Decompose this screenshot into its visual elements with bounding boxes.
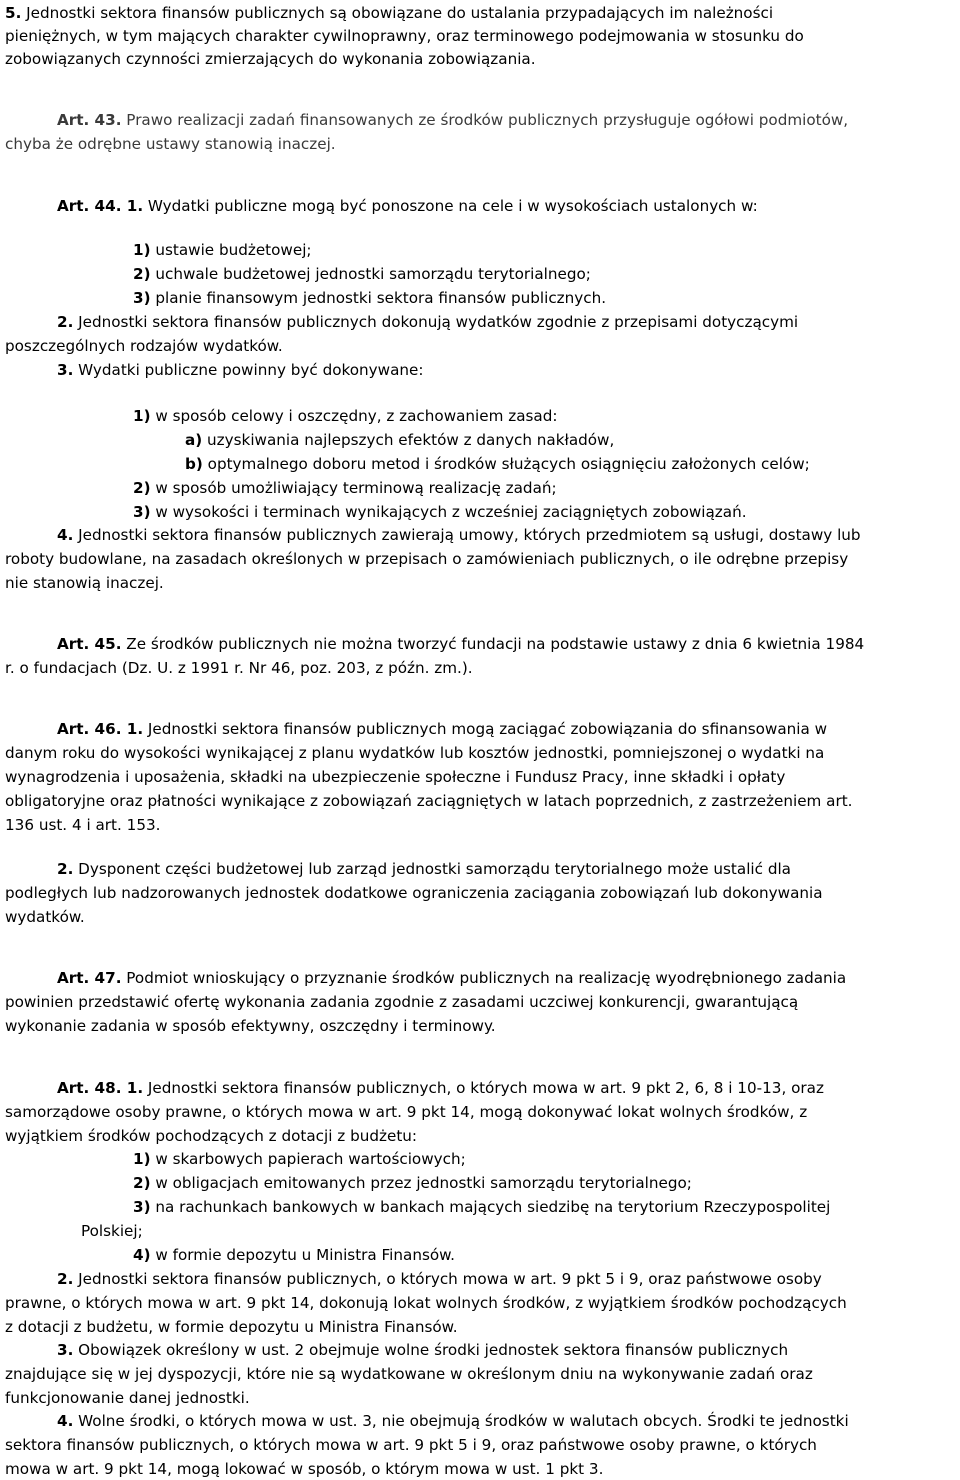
line-text: danym roku do wysokości wynikającej z planu wydatków lub kosztów jednostki, pomniejszonej o wydatki na: [5, 744, 825, 762]
clause-number: 4): [133, 1246, 151, 1264]
text-line: [57, 1268, 822, 1290]
line-text: w formie depozytu u Ministra Finansów.: [150, 1246, 456, 1264]
line-text: w skarbowych papierach wartościowych;: [150, 1150, 466, 1168]
line-text: optymalnego doboru metod i środków służących osiągnięciu założonych celów;: [202, 455, 810, 473]
clause-number: 2.: [57, 313, 74, 331]
text-line: [57, 1410, 849, 1432]
line-text: r. o fundacjach (Dz. U. z 1991 r. Nr 46, poz. 203, z późn. zm.).: [5, 659, 473, 677]
line-text: Ze środków publicznych nie można tworzyć fundacji na podstawie ustawy z dnia 6 kwietnia 1984: [121, 635, 865, 653]
text-line: [5, 906, 85, 928]
text-line: [57, 311, 798, 333]
clause-number: 1): [133, 407, 151, 425]
line-text: mowa w art. 9 pkt 14, mogą lokować w sposób, o którym mowa w ust. 1 pkt 3.: [5, 1460, 604, 1478]
text-line: [5, 48, 536, 70]
clause-number: 2): [133, 479, 151, 497]
text-line: [5, 1316, 458, 1338]
line-text: powinien przedstawić ofertę wykonania zadania zgodnie z zasadami uczciwej konkurencji, gwarantującą: [5, 993, 799, 1011]
text-line: [133, 239, 312, 261]
text-line: [5, 1125, 417, 1147]
line-text: wyjątkiem środków pochodzących z dotacji z budżetu:: [5, 1127, 418, 1145]
text-line: [133, 1244, 455, 1266]
text-line: [5, 25, 804, 47]
line-text: w sposób celowy i oszczędny, z zachowaniem zasad:: [150, 407, 558, 425]
text-line: [57, 524, 861, 546]
line-text: chyba że odrębne ustawy stanowią inaczej.: [5, 135, 336, 153]
line-text: znajdujące się w jej dyspozycji, które nie są wydatkowane w określonym dniu na wykonywanie zadań oraz: [5, 1365, 813, 1383]
line-text: Obowiązek określony w ust. 2 obejmuje wolne środki jednostek sektora finansów publicznych: [73, 1341, 789, 1359]
text-line: [5, 814, 160, 836]
line-text: samorządowe osoby prawne, o których mowa w art. 9 pkt 14, mogą dokonywać lokat wolnych środków, z: [5, 1103, 808, 1121]
text-line: [57, 1339, 788, 1361]
text-line: [5, 882, 823, 904]
line-text: Dysponent części budżetowej lub zarząd jednostki samorządu terytorialnego może ustalić dla: [73, 860, 791, 878]
text-line: [57, 967, 846, 989]
clause-number: Art. 45.: [57, 635, 122, 653]
line-text: zobowiązanych czynności zmierzających do wykonania zobowiązania.: [5, 50, 536, 68]
clause-number: 2): [133, 265, 151, 283]
clause-number: 4.: [57, 1412, 74, 1430]
clause-number: 3.: [57, 361, 74, 379]
line-text: Jednostki sektora finansów publicznych, o których mowa w art. 9 pkt 2, 6, 8 i 10-13, oraz: [143, 1079, 824, 1097]
clause-number: 2.: [57, 1270, 74, 1288]
line-text: Wolne środki, o których mowa w ust. 3, nie obejmują środków w walutach obcych. Środki te jednostki: [73, 1412, 849, 1430]
line-text: Wydatki publiczne mogą być ponoszone na cele i w wysokościach ustalonych w:: [143, 197, 758, 215]
text-line: [5, 1015, 496, 1037]
text-line: [5, 133, 336, 155]
line-text: funkcjonowanie danej jednostki.: [5, 1389, 250, 1407]
line-text: ustawie budżetowej;: [150, 241, 312, 259]
line-text: Polskiej;: [81, 1222, 143, 1240]
text-line: [57, 109, 848, 131]
text-line: [133, 263, 591, 285]
text-line: [5, 1292, 847, 1314]
line-text: uzyskiwania najlepszych efektów z danych nakładów,: [202, 431, 615, 449]
text-line: [5, 742, 824, 764]
line-text: Jednostki sektora finansów publicznych mogą zaciągać zobowiązania do sfinansowania w: [143, 720, 828, 738]
line-text: Jednostki sektora finansów publicznych zawierają umowy, których przedmiotem są usługi, dostawy lub: [73, 526, 861, 544]
clause-number: 2): [133, 1174, 151, 1192]
text-line: [5, 548, 848, 570]
text-line: [133, 1148, 466, 1170]
clause-number: Art. 44. 1.: [57, 197, 144, 215]
line-text: planie finansowym jednostki sektora finansów publicznych.: [150, 289, 607, 307]
clause-number: Art. 47.: [57, 969, 122, 987]
text-line: [5, 991, 798, 1013]
text-line: [5, 1101, 807, 1123]
line-text: w obligacjach emitowanych przez jednostki samorządu terytorialnego;: [150, 1174, 692, 1192]
clause-number: 1): [133, 241, 151, 259]
line-text: w sposób umożliwiający terminową realizację zadań;: [150, 479, 557, 497]
text-line: [57, 858, 791, 880]
clause-number: b): [185, 455, 203, 473]
text-line: [5, 790, 853, 812]
clause-number: 4.: [57, 526, 74, 544]
text-line: [185, 429, 614, 451]
text-line: [5, 766, 785, 788]
line-text: z dotacji z budżetu, w formie depozytu u Ministra Finansów.: [5, 1318, 458, 1336]
line-text: obligatoryjne oraz płatności wynikające z zobowiązań zaciągniętych w latach poprzednich, z zastrzeżeniem art.: [5, 792, 853, 810]
text-line: [133, 501, 747, 523]
line-text: poszczególnych rodzajów wydatków.: [5, 337, 283, 355]
line-text: wykonanie zadania w sposób efektywny, oszczędny i terminowy.: [5, 1017, 496, 1035]
line-text: na rachunkach bankowych w bankach mających siedzibę na terytorium Rzeczypospolitej: [150, 1198, 831, 1216]
text-line: [5, 572, 164, 594]
clause-number: a): [185, 431, 203, 449]
text-line: [5, 657, 473, 679]
line-text: podległych lub nadzorowanych jednostek dodatkowe ograniczenia zaciągania zobowiązań lub dokonywania: [5, 884, 823, 902]
text-line: [57, 359, 423, 381]
line-text: Jednostki sektora finansów publicznych są obowiązane do ustalania przypadających im należności: [21, 4, 774, 22]
text-line: [81, 1220, 143, 1242]
line-text: Prawo realizacji zadań finansowanych ze środków publicznych przysługuje ogółowi podmiotów,: [121, 111, 849, 129]
clause-number: Art. 46. 1.: [57, 720, 144, 738]
line-text: sektora finansów publicznych, o których mowa w art. 9 pkt 5 i 9, oraz państwowe osoby prawne, o których: [5, 1436, 817, 1454]
text-line: [185, 453, 810, 475]
clause-number: Art. 43.: [57, 111, 122, 129]
line-text: Wydatki publiczne powinny być dokonywane:: [73, 361, 424, 379]
text-line: [5, 1387, 250, 1409]
text-line: [57, 718, 827, 740]
clause-number: 3): [133, 1198, 151, 1216]
line-text: pieniężnych, w tym mających charakter cywilnoprawny, oraz terminowego podejmowania w stosunku do: [5, 27, 804, 45]
clause-number: 3): [133, 503, 151, 521]
text-line: [57, 633, 864, 655]
line-text: 136 ust. 4 i art. 153.: [5, 816, 161, 834]
text-line: [133, 477, 557, 499]
line-text: Jednostki sektora finansów publicznych dokonują wydatków zgodnie z przepisami dotyczącymi: [73, 313, 799, 331]
text-line: [5, 1434, 817, 1456]
line-text: w wysokości i terminach wynikających z wcześniej zaciągniętych zobowiązań.: [150, 503, 747, 521]
text-line: [133, 1196, 830, 1218]
text-line: [5, 1363, 813, 1385]
text-line: [57, 1077, 824, 1099]
text-line: [5, 2, 773, 24]
text-line: [133, 287, 606, 309]
line-text: prawne, o których mowa w art. 9 pkt 14, dokonują lokat wolnych środków, z wyjątkiem środków pochodzących: [5, 1294, 847, 1312]
line-text: Jednostki sektora finansów publicznych, o których mowa w art. 9 pkt 5 i 9, oraz państwowe osoby: [73, 1270, 822, 1288]
line-text: wynagrodzenia i uposażenia, składki na ubezpieczenie społeczne i Fundusz Pracy, inne składki i opłaty: [5, 768, 786, 786]
line-text: roboty budowlane, na zasadach określonych w przepisach o zamówieniach publicznych, o ile odrębne przepisy: [5, 550, 849, 568]
line-text: uchwale budżetowej jednostki samorządu terytorialnego;: [150, 265, 591, 283]
text-line: [57, 195, 758, 217]
clause-number: 2.: [57, 860, 74, 878]
text-line: [5, 335, 283, 357]
line-text: nie stanowią inaczej.: [5, 574, 164, 592]
clause-number: 3.: [57, 1341, 74, 1359]
clause-number: 1): [133, 1150, 151, 1168]
text-line: [133, 1172, 692, 1194]
text-line: [133, 405, 558, 427]
clause-number: Art. 48. 1.: [57, 1079, 144, 1097]
line-text: Podmiot wnioskujący o przyznanie środków publicznych na realizację wyodrębnionego zadania: [121, 969, 847, 987]
line-text: wydatków.: [5, 908, 85, 926]
clause-number: 5.: [5, 4, 22, 22]
clause-number: 3): [133, 289, 151, 307]
